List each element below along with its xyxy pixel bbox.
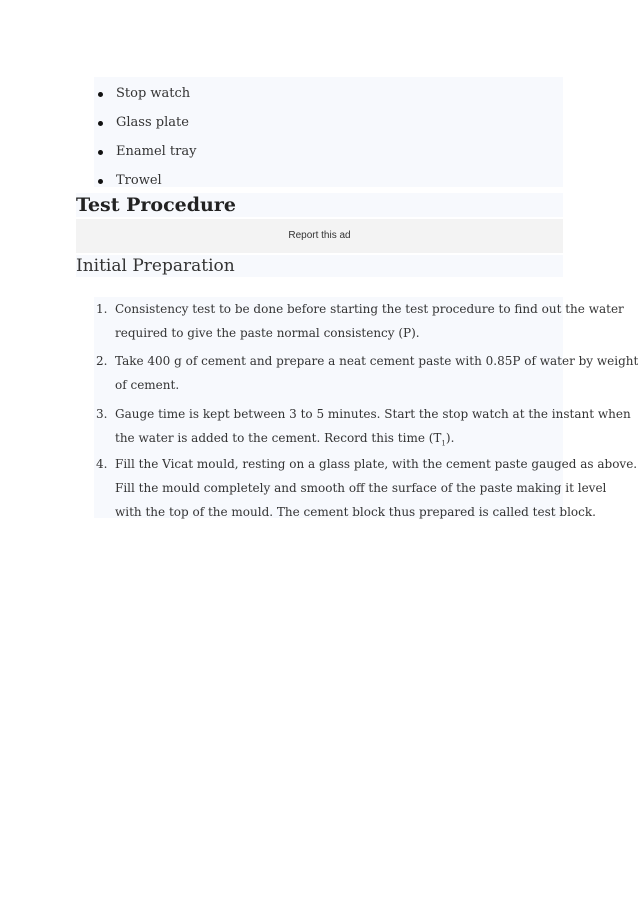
list-item: Enamel tray xyxy=(116,144,196,159)
procedure-steps xyxy=(94,297,638,519)
section-title: Test Procedure xyxy=(76,193,563,217)
bullet-icon xyxy=(98,121,103,126)
step-number: 3. xyxy=(96,407,108,421)
list-item: Trowel xyxy=(116,173,162,188)
list-item: Glass plate xyxy=(116,115,189,130)
step-text: Take 400 g of cement and prepare a neat cement paste with 0.85P of water by weight of cement. xyxy=(115,354,638,392)
step-number: 4. xyxy=(96,457,108,471)
step-number: 2. xyxy=(96,354,108,368)
bullet-icon xyxy=(98,179,103,184)
report-ad-link[interactable]: Report this ad xyxy=(288,230,351,241)
ad-banner xyxy=(76,219,563,253)
bullet-icon xyxy=(98,92,103,97)
step-text: Gauge time is kept between 3 to 5 minutes. Start the stop watch at the instant when the water is added to the cement. Record this time $(T_1)$. xyxy=(115,407,631,448)
step-number: 1. xyxy=(96,302,108,316)
list-item: Stop watch xyxy=(116,86,190,101)
bullet-icon xyxy=(98,150,103,155)
section-subtitle: Initial Preparation xyxy=(76,255,563,277)
step-text: Consistency test to be done before starting the test procedure to find out the water required to give the paste normal consistency (P). xyxy=(115,302,624,340)
step-text: Fill the Vicat mould, resting on a glass plate, with the cement paste gauged as above. Fill the mould completely and smooth off the surface of the paste making it level with the top of the mould. The cement block thus prepared is called test block. xyxy=(115,457,638,519)
equipment-list-container xyxy=(94,77,563,187)
